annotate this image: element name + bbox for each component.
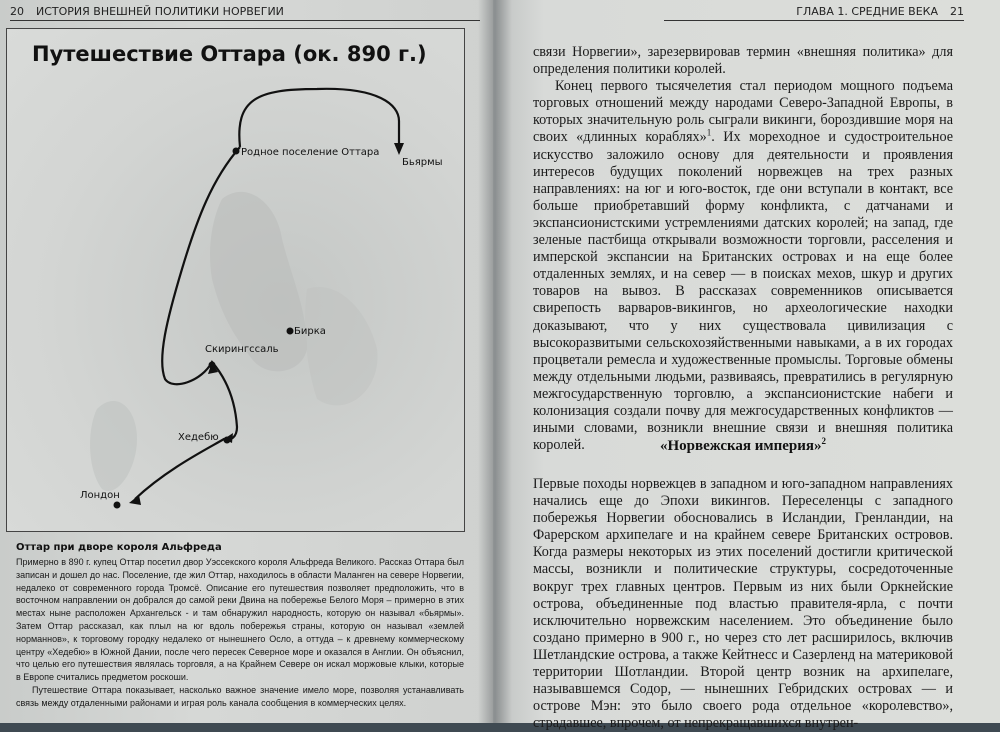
body-text-bottom [533,476,953,732]
caption-paragraph: Путешествие Оттара показывает, насколько важное значение имело море, позволяя устанавливать связь между отдаленными районами и играя роль канала сообщения в коммерческих целях. [16,684,464,708]
map-caption [16,556,464,710]
route-arrow-london [129,495,141,505]
footnote-ref: 2 [821,436,827,446]
section-heading [533,438,953,455]
right-running-head [664,2,964,21]
right-page-number: 21 [950,4,964,18]
footnote-ref: 1 [706,127,712,138]
britain-landmass [90,401,137,491]
home-marker [233,148,240,155]
paragraph-text: . Их мореходное и судостроительное искусство заложило основу для деятельности и проявления интересов будущих поколений норвежцев на трех разных направлениях: на юг и юго-восток, где они вступали в контакт, все больше приобретавший форму конфликта, с датчанами и экспансионистскими устремлениями датских королей; на запад, где зеленые пастбища открывали возможности торговли, расселения и имперской экспансии на Британских островах и на еще более отдаленных землях, и на север — в поисках мехов, шкур и других товаров на вывоз. В рассказах современников описывается свирепость варваров-викингов, но археологические находки доказывают, что у них существовала цивилизация с высокоразвитыми сельскохозяйственными навыками, а в их городах процветали ремесла и художественные промыслы. Торговые обмены между отдельными людьми, развиваясь, превратились в регулярную межгосударственную торговлю, а экспансионистские набеги и колонизация создали почву для межгосударственных конфликтов — иными словами, возникли внешние связи и внешняя политика королей. [533,129,954,454]
hedeby-marker [224,437,231,444]
map-label-birka: Бирка [294,326,326,337]
birka-marker [287,328,294,335]
voyage-map [6,28,465,532]
paragraph: связи Норвегии», зарезервировав термин «внешняя политика» для определения политики королей. [533,44,953,78]
map-label-home: Родное поселение Оттара [241,147,380,158]
map-label-hedeby: Хедебю [178,432,219,443]
map-label-skiringssal: Скирингссаль [205,344,279,355]
baltic-landmass [305,287,377,405]
paragraph [533,78,953,454]
left-page [0,0,493,723]
left-running-head [10,2,480,21]
map-label-bjarmy: Бьярмы [402,157,443,168]
route-arrow-bjarmy [394,143,404,155]
caption-title: Оттар при дворе короля Альфреда [16,542,222,553]
skiringssal-marker [209,362,216,369]
map-graphic [7,29,464,531]
right-page [493,0,1000,732]
section-title: «Норвежская империя» [659,438,822,454]
body-text-top [533,44,953,454]
left-running-title: ИСТОРИЯ ВНЕШНЕЙ ПОЛИТИКИ НОРВЕГИИ [36,4,284,18]
paragraph: Первые походы норвежцев в западном и юго-западном направлениях начались еще до Эпохи викингов. Переселенцы с западного побережья Норвегии обосновались в Исландии, Гренландии, на Фарерском архипелаге и на крайнем севере Британских островов. Когда размеры некоторых из этих поселений достигли критической массы, возникли и политические структуры, сосредоточенные вокруг трех главных центров. Первым из них были Оркнейские острова, объединенные под властью правителя-ярла, с почти исключительно норвежским населением. Это объединение было создано примерно в 900 г., но через сто лет расширилось, включив Шетландские острова, а также Кейтнесс и Сазерленд на материковой территории Шотландии. Второй центр возник на архипелаге, называвшемся Содор, — нынешних Гебридских островах — и острове Мэн: это было своего рода отдельное «королевство», страдавшее, впрочем, от непрекращавшихся внутрен- [533,476,953,732]
london-marker [114,502,121,509]
map-title: Путешествие Оттара (ок. 890 г.) [32,42,427,66]
caption-paragraph: Примерно в 890 г. купец Оттар посетил двор Уэссекского короля Альфреда Великого. Рассказ Оттара был записан и дошел до нас. Поселение, где жил Оттар, находилось в области Маланген на севере Норвегии, недалеко от современного города Тромсё. Описание его путешествия позволяет предположить, что в восточном направлении он добрался до самой реки Двина на побережье Белого Моря – примерно в этих местах ныне расположен Архангельск - и там обнаружил народность, которую он называл «бьярмы». Затем Оттар рассказал, как плыл на юг вдоль побережья страны, которую он называл «землей норманнов», к торговому городку недалеко от нынешнего Осло, а оттуда – к древнему коммерческому центру «Хедебю» в Южной Дании, после чего пересек Северное море и оказался в Англии. Он объяснил, что целью его путешествия являлась торговля, а на Крайнем Севере он искал моржовые клыки, которые в Европе считались предметом роскоши. [16,557,464,683]
map-label-london: Лондон [80,490,120,501]
right-running-title: ГЛАВА 1. СРЕДНИЕ ВЕКА [796,4,938,18]
paragraph-text: Конец первого тысячелетия стал периодом мощного подъема торговых отношений между народами Северо-Западной Европы, в которых значительную роль сыграли викинги, бороздившие моря на своих «длинных кораблях» [533,78,953,146]
left-page-number: 20 [10,4,24,18]
